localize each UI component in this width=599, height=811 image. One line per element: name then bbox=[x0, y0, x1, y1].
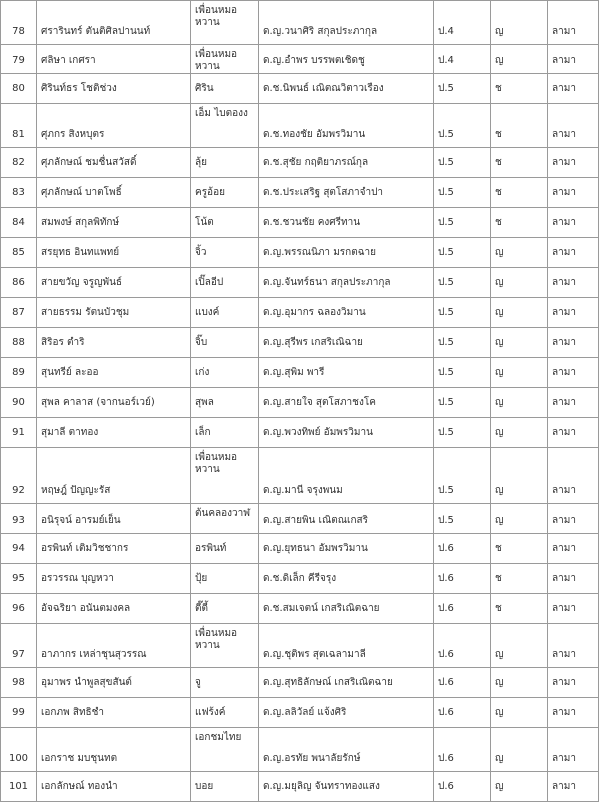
gender-cell: ญ bbox=[491, 772, 548, 802]
student-name-cell: ศรารินทร์ ตันติศิลปานนท์ bbox=[37, 1, 191, 45]
student-name-cell: ศลิษา เกศรา bbox=[37, 45, 191, 74]
status-cell: ลามา bbox=[548, 418, 599, 448]
student-name-cell: สิริอร ตำริ bbox=[37, 328, 191, 358]
row-number-cell: 95 bbox=[1, 564, 37, 594]
nickname-cell: เพื่อนหมอหวาน bbox=[191, 45, 259, 74]
gender-cell: ญ bbox=[491, 328, 548, 358]
student-name-cell: เอกลักษณ์ ทองนำ bbox=[37, 772, 191, 802]
child-name-cell: ด.ญ.สุรีพร เกสริเณิฉาย bbox=[259, 328, 434, 358]
child-name-cell: ด.ญ.อรทัย พนาลัยรักษ์ bbox=[259, 728, 434, 772]
gender-cell: ญ bbox=[491, 358, 548, 388]
table-row bbox=[1, 238, 599, 268]
nickname-cell: ปุ้ย bbox=[191, 564, 259, 594]
gender-cell: ช bbox=[491, 208, 548, 238]
student-name-cell: อนิรุจน์ อารมย์เย็น bbox=[37, 504, 191, 534]
grade-level-cell: ป.5 bbox=[434, 418, 491, 448]
row-number-cell: 91 bbox=[1, 418, 37, 448]
status-cell: ลามา bbox=[548, 208, 599, 238]
grade-level-cell: ป.5 bbox=[434, 448, 491, 504]
nickname-cell: ครูอ้อย bbox=[191, 178, 259, 208]
grade-level-cell: ป.6 bbox=[434, 728, 491, 772]
child-name-cell: ด.ญ.วนาศิริ สกุลประภากุล bbox=[259, 1, 434, 45]
gender-cell: ญ bbox=[491, 45, 548, 74]
row-number-cell: 89 bbox=[1, 358, 37, 388]
nickname-cell: เล็ก bbox=[191, 418, 259, 448]
student-name-cell: สุมาลี ตาทอง bbox=[37, 418, 191, 448]
child-name-cell: ด.ช.ดิเล็ก คีรีจรุง bbox=[259, 564, 434, 594]
child-name-cell: ด.ช.นิพนธ์ เณิตณวิตาวเรือง bbox=[259, 74, 434, 104]
table-row bbox=[1, 418, 599, 448]
nickname-cell: เก่ง bbox=[191, 358, 259, 388]
child-name-cell: ด.ญ.อำพร บรรพตเชิดชู bbox=[259, 45, 434, 74]
status-cell: ลามา bbox=[548, 668, 599, 698]
grade-level-cell: ป.6 bbox=[434, 564, 491, 594]
grade-level-cell: ป.5 bbox=[434, 104, 491, 148]
student-name-cell: สุนทรีย์ ละออ bbox=[37, 358, 191, 388]
gender-cell: ญ bbox=[491, 1, 548, 45]
status-cell: ลามา bbox=[548, 178, 599, 208]
child-name-cell: ด.ญ.พวงทิพย์ อัมพรวิมาน bbox=[259, 418, 434, 448]
child-name-cell: ด.ญ.จันทร์ธนา สกุลประภากุล bbox=[259, 268, 434, 298]
child-name-cell: ด.ญ.ยุทธนา อัมพรวิมาน bbox=[259, 534, 434, 564]
child-name-cell: ด.ญ.มานี จรุงพนม bbox=[259, 448, 434, 504]
row-number-cell: 87 bbox=[1, 298, 37, 328]
child-name-cell: ด.ช.สมเจตน์ เกสริเณิตฉาย bbox=[259, 594, 434, 624]
student-name-cell: ศิรินท์ธร โชติช่วง bbox=[37, 74, 191, 104]
student-name-cell: ศุภลักษณ์ ชมชื่นสวัสดิ์ bbox=[37, 148, 191, 178]
table-row bbox=[1, 448, 599, 504]
student-name-cell: ศุภกร สิงหบุตร bbox=[37, 104, 191, 148]
status-cell: ลามา bbox=[548, 534, 599, 564]
grade-level-cell: ป.5 bbox=[434, 178, 491, 208]
row-number-cell: 98 bbox=[1, 668, 37, 698]
student-name-cell: เอกราช มบชุนทต bbox=[37, 728, 191, 772]
table-row bbox=[1, 594, 599, 624]
row-number-cell: 85 bbox=[1, 238, 37, 268]
gender-cell: ญ bbox=[491, 504, 548, 534]
status-cell: ลามา bbox=[548, 728, 599, 772]
gender-cell: ญ bbox=[491, 388, 548, 418]
row-number-cell: 96 bbox=[1, 594, 37, 624]
gender-cell: ญ bbox=[491, 418, 548, 448]
gender-cell: ญ bbox=[491, 698, 548, 728]
nickname-cell: เปิ๊ลอีป bbox=[191, 268, 259, 298]
grade-level-cell: ป.6 bbox=[434, 698, 491, 728]
child-name-cell: ด.ญ.ชุติพร สุตเฉลามาลี bbox=[259, 624, 434, 668]
row-number-cell: 86 bbox=[1, 268, 37, 298]
gender-cell: ญ bbox=[491, 238, 548, 268]
child-name-cell: ด.ญ.ลลิวัลย์ แจ้งศิริ bbox=[259, 698, 434, 728]
nickname-cell: เพื่อนหมอหวาน bbox=[191, 448, 259, 504]
table-row bbox=[1, 504, 599, 534]
grade-level-cell: ป.5 bbox=[434, 358, 491, 388]
table-row bbox=[1, 208, 599, 238]
nickname-cell: ตี๊ตี้ bbox=[191, 594, 259, 624]
child-name-cell: ด.ช.ทองชัย อัมพรวิมาน bbox=[259, 104, 434, 148]
gender-cell: ญ bbox=[491, 268, 548, 298]
gender-cell: ช bbox=[491, 74, 548, 104]
nickname-cell: แบงค์ bbox=[191, 298, 259, 328]
child-name-cell: ด.ญ.มยุลิญ จันทราทองแสง bbox=[259, 772, 434, 802]
table-row bbox=[1, 624, 599, 668]
status-cell: ลามา bbox=[548, 298, 599, 328]
table-row bbox=[1, 698, 599, 728]
status-cell: ลามา bbox=[548, 1, 599, 45]
grade-level-cell: ป.6 bbox=[434, 772, 491, 802]
nickname-cell: เพื่อนหมอหวาน bbox=[191, 624, 259, 668]
table-row bbox=[1, 388, 599, 418]
grade-level-cell: ป.6 bbox=[434, 624, 491, 668]
student-name-cell: อัจฉริยา อนันตมงคล bbox=[37, 594, 191, 624]
row-number-cell: 79 bbox=[1, 45, 37, 74]
nickname-cell: เอ็ม ไบตองง bbox=[191, 104, 259, 148]
gender-cell: ช bbox=[491, 148, 548, 178]
nickname-cell: ศิริน bbox=[191, 74, 259, 104]
grade-level-cell: ป.5 bbox=[434, 148, 491, 178]
table-row bbox=[1, 178, 599, 208]
student-name-cell: สายขวัญ จรูญพันธ์ bbox=[37, 268, 191, 298]
grade-level-cell: ป.5 bbox=[434, 268, 491, 298]
nickname-cell: ลุ้ย bbox=[191, 148, 259, 178]
table-row bbox=[1, 668, 599, 698]
child-name-cell: ด.ญ.พรรณนิภา มรกตฉาย bbox=[259, 238, 434, 268]
grade-level-cell: ป.5 bbox=[434, 208, 491, 238]
row-number-cell: 101 bbox=[1, 772, 37, 802]
gender-cell: ญ bbox=[491, 448, 548, 504]
row-number-cell: 92 bbox=[1, 448, 37, 504]
status-cell: ลามา bbox=[548, 328, 599, 358]
grade-level-cell: ป.5 bbox=[434, 328, 491, 358]
nickname-cell: โน้ต bbox=[191, 208, 259, 238]
status-cell: ลามา bbox=[548, 594, 599, 624]
student-name-cell: อาภากร เหล่าชุนสุวรรณ bbox=[37, 624, 191, 668]
table-row bbox=[1, 358, 599, 388]
status-cell: ลามา bbox=[548, 388, 599, 418]
status-cell: ลามา bbox=[548, 624, 599, 668]
row-number-cell: 88 bbox=[1, 328, 37, 358]
table-row bbox=[1, 328, 599, 358]
row-number-cell: 84 bbox=[1, 208, 37, 238]
gender-cell: ช bbox=[491, 178, 548, 208]
student-name-cell: อรพินท์ เติมวิชชากร bbox=[37, 534, 191, 564]
table-row bbox=[1, 1, 599, 45]
nickname-cell: ต้นคลองวาฬ bbox=[191, 504, 259, 534]
row-number-cell: 82 bbox=[1, 148, 37, 178]
grade-level-cell: ป.4 bbox=[434, 1, 491, 45]
table-row bbox=[1, 148, 599, 178]
row-number-cell: 93 bbox=[1, 504, 37, 534]
status-cell: ลามา bbox=[548, 358, 599, 388]
student-name-cell: หฤษฎ์ ปัญญะรัส bbox=[37, 448, 191, 504]
grade-level-cell: ป.4 bbox=[434, 45, 491, 74]
status-cell: ลามา bbox=[548, 238, 599, 268]
student-name-cell: อรวรรณ บุญหวา bbox=[37, 564, 191, 594]
student-name-cell: ศุภลักษณ์ บาตโพธิ์ bbox=[37, 178, 191, 208]
table-row bbox=[1, 298, 599, 328]
status-cell: ลามา bbox=[548, 148, 599, 178]
gender-cell: ญ bbox=[491, 728, 548, 772]
child-name-cell: ด.ช.ประเสริฐ สุตโสภาจำปา bbox=[259, 178, 434, 208]
nickname-cell: จิ๊บ bbox=[191, 328, 259, 358]
nickname-cell: จิ้ว bbox=[191, 238, 259, 268]
student-name-cell: เอกภพ สิทธิชำ bbox=[37, 698, 191, 728]
gender-cell: ญ bbox=[491, 668, 548, 698]
gender-cell: ช bbox=[491, 594, 548, 624]
gender-cell: ช bbox=[491, 104, 548, 148]
row-number-cell: 78 bbox=[1, 1, 37, 45]
child-name-cell: ด.ญ.สายใจ สุตโสภาชงโค bbox=[259, 388, 434, 418]
table-row bbox=[1, 45, 599, 74]
grade-level-cell: ป.5 bbox=[434, 238, 491, 268]
status-cell: ลามา bbox=[548, 698, 599, 728]
row-number-cell: 100 bbox=[1, 728, 37, 772]
table-row bbox=[1, 104, 599, 148]
gender-cell: ช bbox=[491, 564, 548, 594]
status-cell: ลามา bbox=[548, 772, 599, 802]
grade-level-cell: ป.5 bbox=[434, 504, 491, 534]
nickname-cell: บอย bbox=[191, 772, 259, 802]
status-cell: ลามา bbox=[548, 74, 599, 104]
child-name-cell: ด.ญ.อุมากร ฉลองวิมาน bbox=[259, 298, 434, 328]
child-name-cell: ด.ญ.สุพิม พารี bbox=[259, 358, 434, 388]
status-cell: ลามา bbox=[548, 448, 599, 504]
nickname-cell: เพื่อนหมอหวาน bbox=[191, 1, 259, 45]
grade-level-cell: ป.6 bbox=[434, 534, 491, 564]
status-cell: ลามา bbox=[548, 504, 599, 534]
row-number-cell: 90 bbox=[1, 388, 37, 418]
table-row bbox=[1, 268, 599, 298]
child-name-cell: ด.ญ.สายพิน เณิตณเกสริ bbox=[259, 504, 434, 534]
student-name-cell: สุพล คาลาส (จากนอร์เวย์) bbox=[37, 388, 191, 418]
child-name-cell: ด.ญ.สุทธิลักษณ์ เกสริเณิตฉาย bbox=[259, 668, 434, 698]
nickname-cell: สุพล bbox=[191, 388, 259, 418]
child-name-cell: ด.ช.สุชัย กฤติยาภรณ์กุล bbox=[259, 148, 434, 178]
table-row bbox=[1, 728, 599, 772]
child-name-cell: ด.ช.ชวนชัย คงศรีทาน bbox=[259, 208, 434, 238]
row-number-cell: 81 bbox=[1, 104, 37, 148]
student-table-body bbox=[1, 1, 599, 802]
table-row bbox=[1, 74, 599, 104]
student-name-cell: สรยุทธ อินทแพทย์ bbox=[37, 238, 191, 268]
grade-level-cell: ป.6 bbox=[434, 594, 491, 624]
row-number-cell: 80 bbox=[1, 74, 37, 104]
row-number-cell: 83 bbox=[1, 178, 37, 208]
nickname-cell: เอกชมไทย bbox=[191, 728, 259, 772]
table-row bbox=[1, 772, 599, 802]
status-cell: ลามา bbox=[548, 268, 599, 298]
row-number-cell: 99 bbox=[1, 698, 37, 728]
table-row bbox=[1, 534, 599, 564]
gender-cell: ญ bbox=[491, 298, 548, 328]
grade-level-cell: ป.5 bbox=[434, 74, 491, 104]
nickname-cell: แฟร้งค์ bbox=[191, 698, 259, 728]
table-row bbox=[1, 564, 599, 594]
row-number-cell: 94 bbox=[1, 534, 37, 564]
gender-cell: ญ bbox=[491, 624, 548, 668]
student-name-cell: สายธรรม รัตนบัวชุม bbox=[37, 298, 191, 328]
nickname-cell: อรพินท์ bbox=[191, 534, 259, 564]
nickname-cell: จู bbox=[191, 668, 259, 698]
status-cell: ลามา bbox=[548, 104, 599, 148]
grade-level-cell: ป.5 bbox=[434, 388, 491, 418]
student-name-cell: อุมาพร นำพูลสุขสันต์ bbox=[37, 668, 191, 698]
row-number-cell: 97 bbox=[1, 624, 37, 668]
student-name-cell: สมพงษ์ สกุลพิทักษ์ bbox=[37, 208, 191, 238]
gender-cell: ช bbox=[491, 534, 548, 564]
grade-level-cell: ป.5 bbox=[434, 298, 491, 328]
grade-level-cell: ป.6 bbox=[434, 668, 491, 698]
status-cell: ลามา bbox=[548, 45, 599, 74]
status-cell: ลามา bbox=[548, 564, 599, 594]
